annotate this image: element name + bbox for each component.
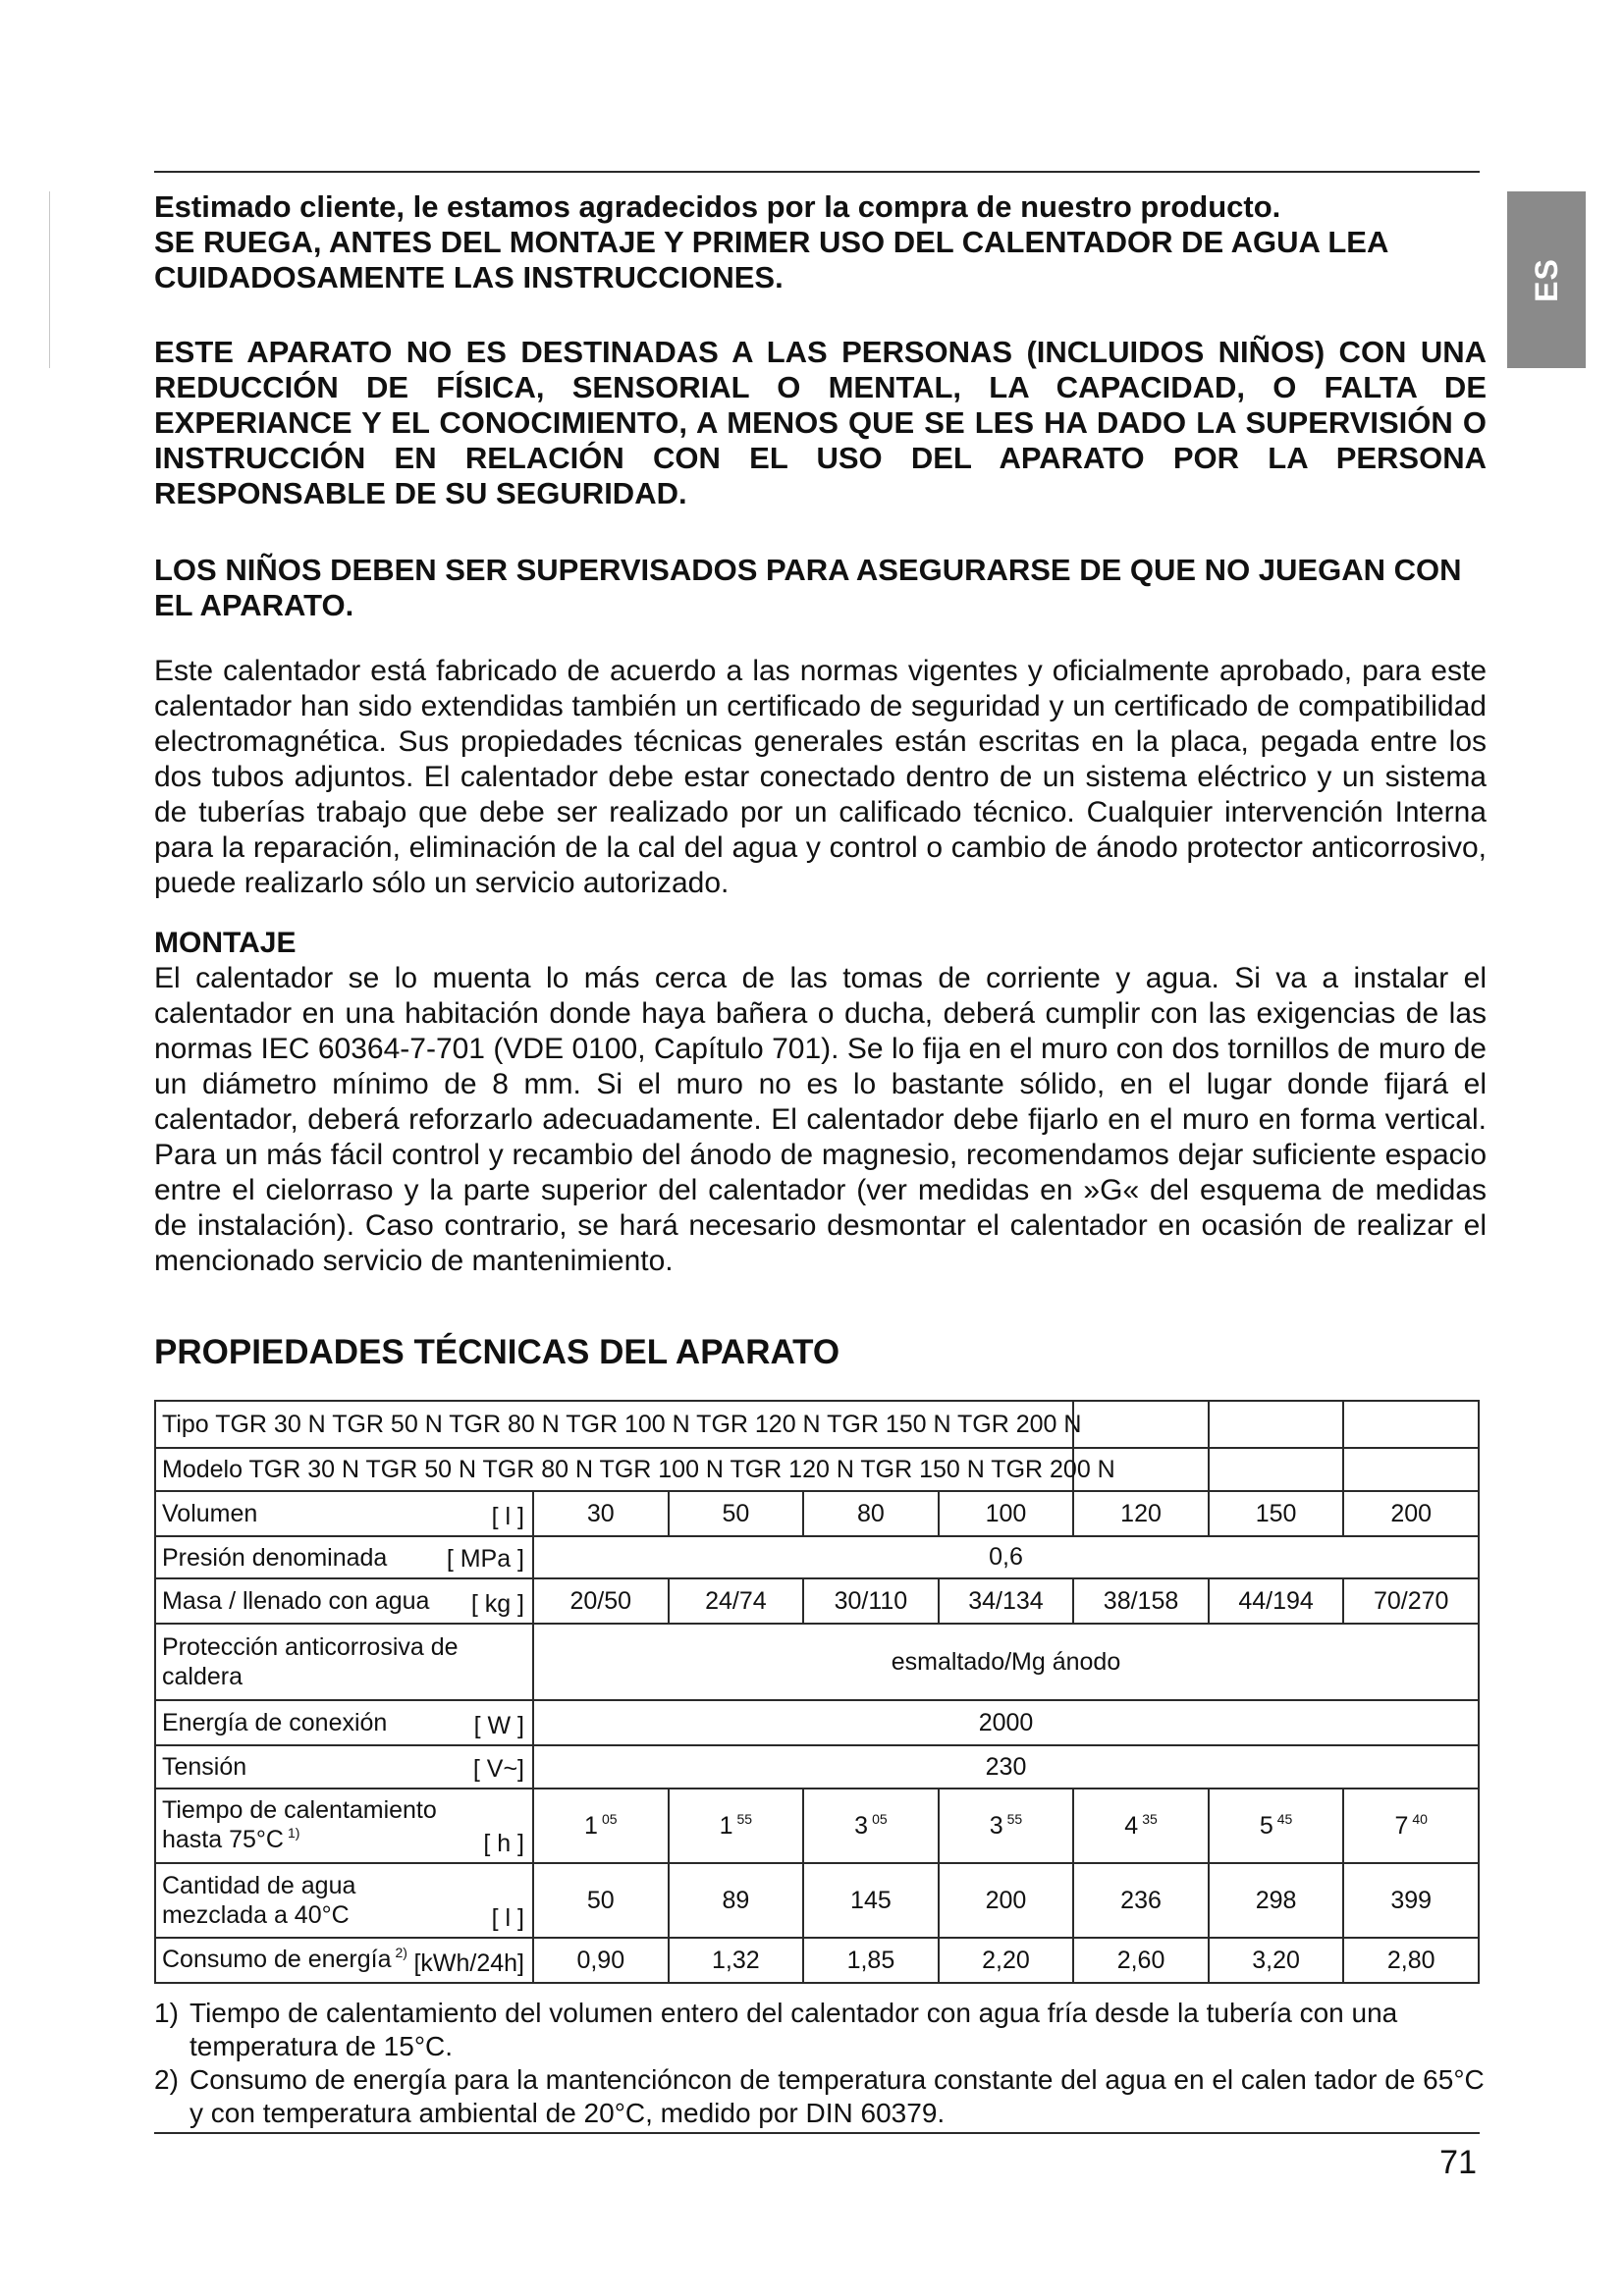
table-cell: 24/74	[669, 1578, 804, 1624]
row-label-main: Tiempo de calentamiento hasta 75°C	[162, 1795, 437, 1853]
row-unit: [ V~]	[472, 1755, 524, 1783]
row-label-main: Consumo de energía	[162, 1945, 392, 1973]
row-label	[155, 1578, 533, 1624]
table-cell: 38/158	[1073, 1578, 1209, 1624]
greeting: Estimado cliente, le estamos agradecidos por la compra de nuestro producto.	[154, 189, 1281, 224]
hours: 4	[1124, 1811, 1139, 1840]
row-label	[155, 1745, 533, 1789]
table-row-masa	[155, 1578, 1479, 1624]
empty-cell	[1343, 1401, 1479, 1448]
row-label-text	[162, 1795, 526, 1857]
table-row-tipo	[155, 1401, 1479, 1448]
row-label	[155, 1938, 533, 1983]
row-label-text: Presión denominada	[162, 1543, 388, 1572]
table-cell: esmaltado/Mg ánodo	[533, 1624, 1479, 1700]
warning-block	[154, 335, 1487, 511]
table-cell: 0,6	[533, 1536, 1479, 1578]
table-cell	[803, 1789, 939, 1863]
empty-cell	[1209, 1448, 1344, 1491]
row-unit: [ l ]	[491, 1904, 524, 1932]
table-cell: 150	[1209, 1491, 1344, 1536]
hours: 5	[1259, 1811, 1273, 1840]
minutes: 05	[601, 1810, 618, 1827]
table-row-presion	[155, 1536, 1479, 1578]
children-warning: LOS NIÑOS DEBEN SER SUPERVISADOS PARA ASEGURARSE DE QUE NO JUEGAN CON EL APARATO.	[154, 553, 1462, 622]
modelo-cell	[155, 1448, 1115, 1491]
hours: 1	[584, 1811, 598, 1840]
row-label	[155, 1700, 533, 1745]
row-unit: [ h ]	[483, 1830, 524, 1857]
language-tab	[1507, 191, 1586, 368]
footnote	[154, 2063, 1487, 2130]
hours: 3	[989, 1811, 1003, 1840]
footnote-text: Consumo de energía para la mantencióncon de temperatura constante del agua en el calen tador de 65°C y con temperatura ambiental de 20°C, medido por DIN 60379.	[189, 2064, 1485, 2128]
table-cell: 89	[669, 1863, 804, 1938]
table-row-modelo	[155, 1448, 1479, 1491]
table-cell	[1073, 1789, 1209, 1863]
modelo-line: Modelo TGR 30 N TGR 50 N TGR 80 N TGR 100 N TGR 120 N TGR 150 N TGR 200 N	[162, 1455, 1115, 1483]
safety-warning: ESTE APARATO NO ES DESTINADAS A LAS PERSONAS (INCLUIDOS NIÑOS) CON UNA REDUCCIÓN DE FÍSICA, SENSORIAL O MENTAL, LA CAPACIDAD, O FALTA DE EXPERIANCE Y EL CONOCIMIENTO, A MENOS QUE SE LES HA DADO LA SUPERVISIÓN O INSTRUCCIÓN EN RELACIÓN CON EL USO DEL APARATO POR LA PERSONA RESPONSABLE DE SU SEGURIDAD.	[154, 335, 1487, 510]
table-cell	[1343, 1789, 1479, 1863]
empty-cell	[1073, 1401, 1209, 1448]
footnote-text: Tiempo de calentamiento del volumen entero del calentador con agua fría desde la tubería con una temperatura de 15°C.	[189, 1998, 1398, 2061]
table-cell: 2,20	[939, 1938, 1074, 1983]
table-cell: 50	[669, 1491, 804, 1536]
row-label-text: Masa / llenado con agua	[162, 1587, 430, 1615]
table-cell: 3,20	[1209, 1938, 1344, 1983]
table-cell: 2,60	[1073, 1938, 1209, 1983]
minutes: 35	[1142, 1810, 1158, 1827]
minutes: 40	[1412, 1810, 1428, 1827]
table-row-volumen	[155, 1491, 1479, 1536]
hours: 3	[854, 1811, 869, 1840]
montaje-title: MONTAJE	[154, 927, 297, 959]
table-cell: 50	[533, 1863, 669, 1938]
minutes: 55	[1006, 1810, 1023, 1827]
table-row-tension	[155, 1745, 1479, 1789]
row-unit: [kWh/24h]	[413, 1949, 524, 1977]
table-cell: 298	[1209, 1863, 1344, 1938]
row-label	[155, 1536, 533, 1578]
table-row-proteccion	[155, 1624, 1479, 1700]
table-cell: 230	[533, 1745, 1479, 1789]
table-cell: 236	[1073, 1863, 1209, 1938]
row-label-text: Protección anticorrosiva de caldera	[162, 1633, 459, 1690]
table-cell: 44/194	[1209, 1578, 1344, 1624]
language-tab-label: ES	[1528, 257, 1564, 302]
table-cell: 200	[1343, 1491, 1479, 1536]
table-row-energia	[155, 1700, 1479, 1745]
table-cell: 34/134	[939, 1578, 1074, 1624]
row-label-text: Cantidad de agua mezclada a 40°C	[162, 1872, 356, 1929]
specs-table	[154, 1400, 1480, 1984]
table-cell	[1209, 1789, 1344, 1863]
general-info-block	[154, 654, 1487, 901]
table-cell: 1,32	[669, 1938, 804, 1983]
table-cell: 20/50	[533, 1578, 669, 1624]
montaje-text: El calentador se lo muenta lo más cerca de las tomas de corriente y agua. Si va a instalar el calentador en una habitación donde haya bañera o ducha, deberá cumplir con las exigencias de las normas IEC 60364-7-701 (VDE 0100, Capítulo 701). Se lo fija en el muro con dos tornillos de muro de un diámetro mínimo de 8 mm. Si el muro no es lo bastante sólido, en el lugar donde fijará el calentador, deberá reforzarlo adecuadamente. El calentador debe fijarlo en el muro en forma vertical. Para un más fácil control y recambio del ánodo de magnesio, recomendamos dejar suficiente espacio entre el cielorraso y la parte superior del calentador (ver medidas en »G« del esquema de medidas de instalación). Caso contrario, se hará necesario desmontar el calentador en ocasión de realizar el mencionado servicio de mantenimiento.	[154, 962, 1487, 1277]
table-cell: 120	[1073, 1491, 1209, 1536]
row-label	[155, 1863, 533, 1938]
row-label	[155, 1789, 533, 1863]
empty-cell	[1343, 1448, 1479, 1491]
intro-block	[154, 189, 1487, 295]
table-row-tiempo	[155, 1789, 1479, 1863]
row-label-text: Energía de conexión	[162, 1709, 388, 1736]
minutes: 05	[872, 1810, 888, 1827]
table-cell	[533, 1789, 669, 1863]
table-cell: 30/110	[803, 1578, 939, 1624]
hours: 1	[719, 1811, 733, 1840]
footnotes	[154, 1997, 1487, 2130]
footnote-number: 2)	[154, 2064, 179, 2095]
table-cell: 30	[533, 1491, 669, 1536]
margin-mark	[49, 191, 50, 368]
footnote-number: 1)	[154, 1998, 179, 2028]
row-label-text: Volumen	[162, 1500, 258, 1527]
tipo-line: Tipo TGR 30 N TGR 50 N TGR 80 N TGR 100 N TGR 120 N TGR 150 N TGR 200 N	[162, 1410, 1082, 1438]
footnote-ref: 2)	[395, 1944, 407, 1960]
specs-title-block	[154, 1333, 1487, 1372]
montaje-section	[154, 926, 1487, 1279]
table-cell: 100	[939, 1491, 1074, 1536]
tipo-cell	[155, 1401, 1082, 1448]
hours: 7	[1394, 1811, 1409, 1840]
table-cell: 2,80	[1343, 1938, 1479, 1983]
table-row-cantidad	[155, 1863, 1479, 1938]
row-unit: [ MPa ]	[446, 1545, 524, 1573]
children-warning-block	[154, 553, 1487, 623]
row-label-text: Tensión	[162, 1753, 247, 1781]
row-unit: [ l ]	[491, 1503, 524, 1530]
footnote	[154, 1997, 1487, 2063]
minutes: 45	[1276, 1810, 1293, 1827]
table-cell	[669, 1789, 804, 1863]
table-cell: 1,85	[803, 1938, 939, 1983]
page-number: 71	[1439, 2144, 1477, 2181]
top-rule	[154, 171, 1480, 173]
row-unit: [ kg ]	[470, 1590, 524, 1618]
read-instructions-notice: SE RUEGA, ANTES DEL MONTAJE Y PRIMER USO DEL CALENTADOR DE AGUA LEA CUIDADOSAMENTE LAS INSTRUCCIONES.	[154, 225, 1388, 294]
table-cell: 145	[803, 1863, 939, 1938]
bottom-rule	[154, 2132, 1480, 2134]
table-cell: 80	[803, 1491, 939, 1536]
table-cell: 0,90	[533, 1938, 669, 1983]
specs-title: PROPIEDADES TÉCNICAS DEL APARATO	[154, 1333, 840, 1371]
row-unit: [ W ]	[473, 1712, 524, 1739]
table-cell: 399	[1343, 1863, 1479, 1938]
table-cell	[939, 1789, 1074, 1863]
row-label	[155, 1491, 533, 1536]
footnote-ref: 1)	[287, 1824, 300, 1841]
table-cell: 200	[939, 1863, 1074, 1938]
table-cell: 70/270	[1343, 1578, 1479, 1624]
row-label	[155, 1624, 533, 1700]
general-info-text: Este calentador está fabricado de acuerdo a las normas vigentes y oficialmente aprobado, para este calentador han sido extendidas también un certificado de seguridad y un certificado de compatibilidad electromagnética. Sus propiedades técnicas generales están escritas en la placa, pegada entre los dos tubos adjuntos. El calentador debe estar conectado dentro de un sistema eléctrico y un sistema de tuberías trabajo que debe ser realizado por un calificado técnico. Cualquier intervención Interna para la reparación, eliminación de la cal del agua y control o cambio de ánodo protector anticorrosivo, puede realizarlo sólo un servicio autorizado.	[154, 655, 1487, 899]
table-row-consumo	[155, 1938, 1479, 1983]
table-cell: 2000	[533, 1700, 1479, 1745]
empty-cell	[1209, 1401, 1344, 1448]
minutes: 55	[736, 1810, 753, 1827]
